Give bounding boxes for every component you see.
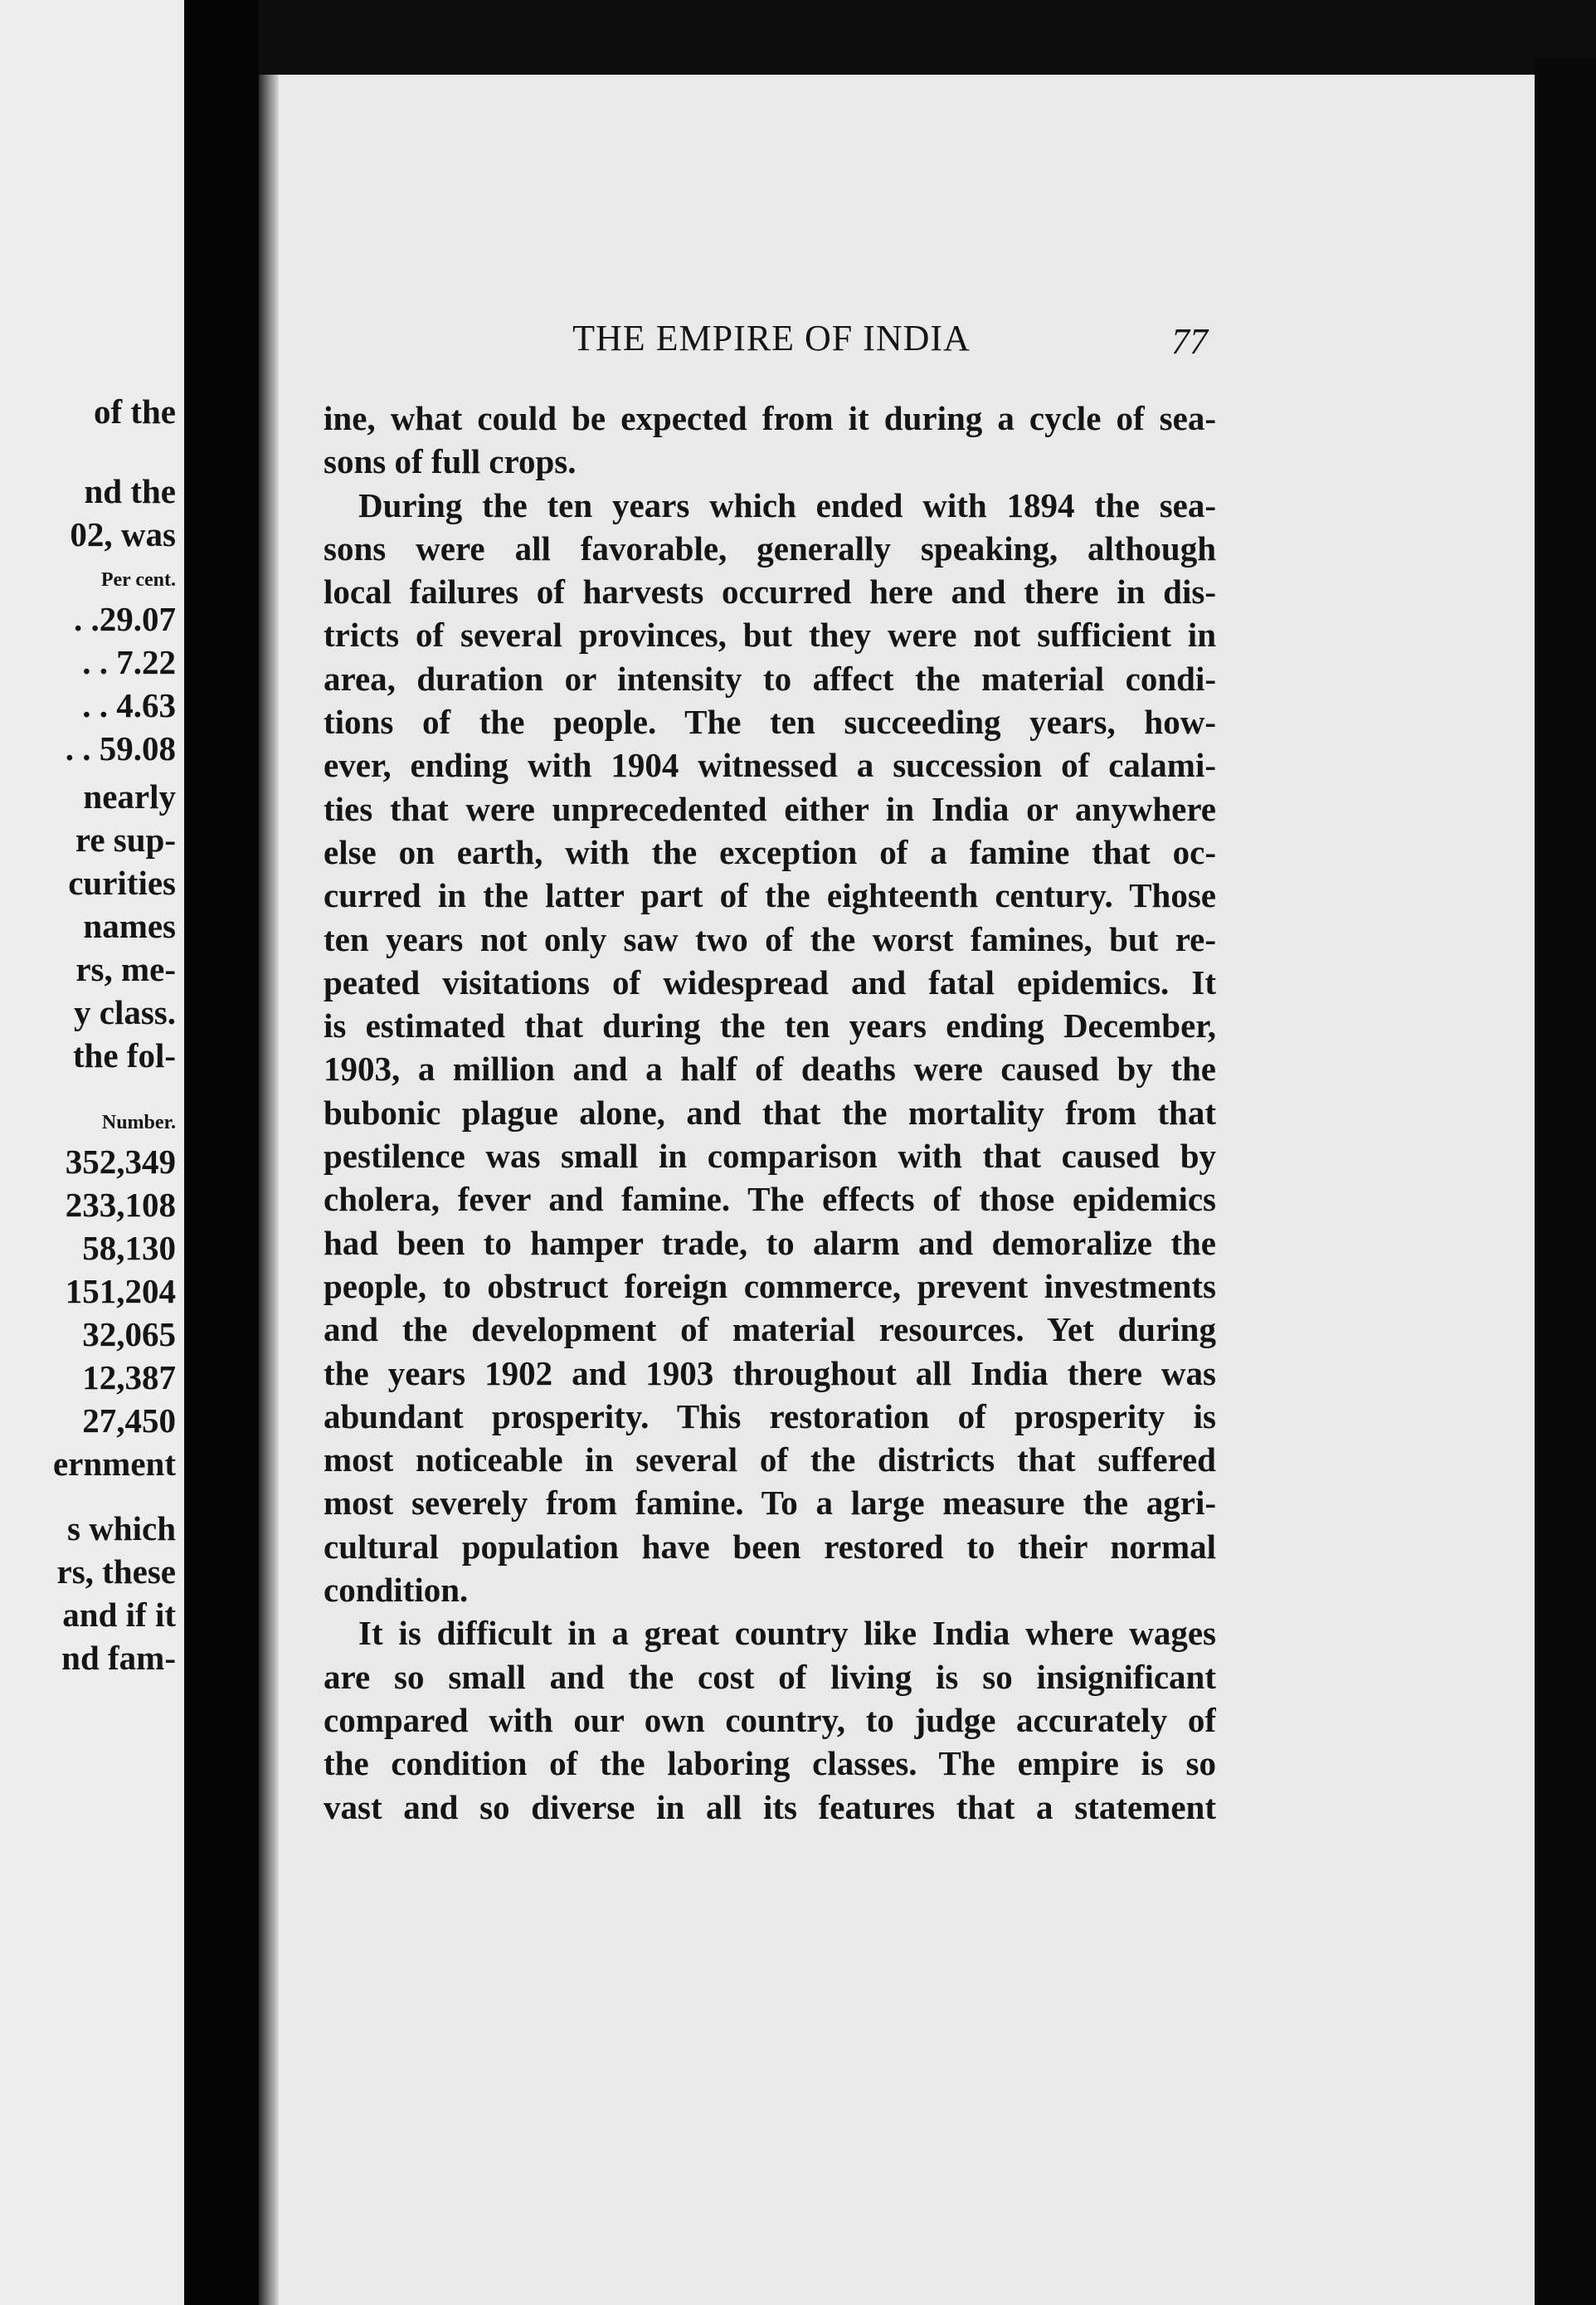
- text-line: tions of the people. The ten succeeding years, how-: [324, 703, 1216, 742]
- facing-line: s which: [66, 1509, 176, 1547]
- table-cell: 12,387: [82, 1358, 176, 1396]
- table-cell: 151,204: [65, 1272, 176, 1310]
- text-line: sons were all favorable, generally speaking, although: [324, 529, 1216, 568]
- table-cell: . . 7.22: [82, 643, 176, 681]
- facing-line: nd the: [84, 472, 176, 510]
- text-line: curred in the latter part of the eighteenth century. Those: [324, 876, 1216, 915]
- table-cell: . . 59.08: [65, 729, 176, 768]
- text-line: local failures of harvests occurred here and there in dis-: [324, 573, 1216, 612]
- facing-line: re sup-: [75, 821, 176, 859]
- body-text: [324, 397, 1216, 1829]
- text-line: ine, what could be expected from it during a cycle of sea-: [324, 399, 1216, 437]
- text-line: ten years not only saw two of the worst famines, but re-: [324, 919, 1216, 958]
- page-edge-background: [1535, 58, 1596, 2305]
- text-line: During the ten years which ended with 1894 the sea-: [358, 485, 1216, 524]
- text-line: the condition of the laboring classes. The empire is so: [324, 1744, 1216, 1783]
- text-line: most noticeable in several of the districts that suffered: [324, 1440, 1216, 1479]
- table-cell: . . 4.63: [82, 686, 176, 724]
- table-cell: 27,450: [82, 1401, 176, 1440]
- text-line: else on earth, with the exception of a famine that oc-: [324, 832, 1216, 871]
- text-line: pestilence was small in comparison with that caused by: [324, 1137, 1216, 1176]
- table-cell: 233,108: [65, 1186, 176, 1224]
- facing-line: and if it: [62, 1596, 176, 1634]
- facing-line: rs, these: [56, 1552, 176, 1591]
- facing-line: y class.: [74, 993, 176, 1031]
- text-line: abundant prosperity. This restoration of prosperity is: [324, 1396, 1216, 1435]
- table-cell: 352,349: [65, 1143, 176, 1181]
- facing-line: of the: [93, 392, 176, 431]
- text-line: 1903, a million and a half of deaths were caused by the: [324, 1050, 1216, 1089]
- table-header: Number.: [101, 1112, 176, 1133]
- text-line: people, to obstruct foreign commerce, prevent investments: [324, 1266, 1216, 1305]
- text-line: most severely from famine. To a large measure the agri-: [324, 1484, 1216, 1523]
- facing-line: nearly: [83, 777, 176, 816]
- facing-line: nd fam-: [61, 1639, 176, 1677]
- text-line: condition.: [324, 1571, 469, 1610]
- spacer: [0, 433, 176, 470]
- gutter-shadow: [259, 75, 279, 2305]
- text-line: It is difficult in a great country like India where wages: [358, 1614, 1216, 1653]
- facing-line: rs, me-: [75, 950, 176, 988]
- binding-gutter: [184, 0, 259, 2305]
- text-line: and the development of material resources. Yet during: [324, 1310, 1216, 1349]
- spacer: [0, 1485, 176, 1507]
- text-line: ties that were unprecedented either in India or anywhere: [324, 789, 1216, 828]
- facing-page: [0, 0, 184, 2305]
- text-line: peated visitations of widespread and fatal epidemics. It: [324, 962, 1216, 1001]
- facing-line: 02, was: [70, 515, 176, 553]
- facing-line: ernment: [52, 1445, 176, 1483]
- text-line: had been to hamper trade, to alarm and demoralize the: [324, 1223, 1216, 1262]
- text-line: sons of full crops.: [324, 442, 577, 481]
- table-cell: 32,065: [82, 1315, 176, 1353]
- facing-page-text: [0, 390, 176, 1679]
- text-line: is estimated that during the ten years ending December,: [324, 1006, 1216, 1045]
- text-line: cultural population have been restored to their normal: [324, 1527, 1216, 1566]
- facing-line: curities: [68, 864, 176, 902]
- text-line: area, duration or intensity to affect the material condi-: [324, 659, 1216, 698]
- text-line: vast and so diverse in all its features that a statement: [324, 1787, 1216, 1826]
- running-title: THE EMPIRE OF INDIA: [572, 318, 971, 358]
- table-cell: 58,130: [82, 1229, 176, 1267]
- spacer: [0, 1077, 176, 1099]
- facing-line: the fol-: [72, 1036, 176, 1075]
- table-cell: . .29.07: [74, 600, 176, 638]
- text-line: cholera, fever and famine. The effects of those epidemics: [324, 1180, 1216, 1219]
- running-head: [531, 317, 1208, 367]
- page-number: 77: [1171, 321, 1208, 362]
- table-header: Per cent.: [100, 569, 176, 591]
- text-line: compared with our own country, to judge accurately of: [324, 1700, 1216, 1739]
- facing-line: names: [83, 907, 176, 945]
- text-line: ever, ending with 1904 witnessed a succession of calami-: [324, 746, 1216, 785]
- text-line: bubonic plague alone, and that the mortality from that: [324, 1093, 1216, 1132]
- text-line: are so small and the cost of living is so insignificant: [324, 1657, 1216, 1696]
- text-line: the years 1902 and 1903 throughout all India there was: [324, 1353, 1216, 1392]
- text-line: tricts of several provinces, but they were not sufficient in: [324, 616, 1216, 655]
